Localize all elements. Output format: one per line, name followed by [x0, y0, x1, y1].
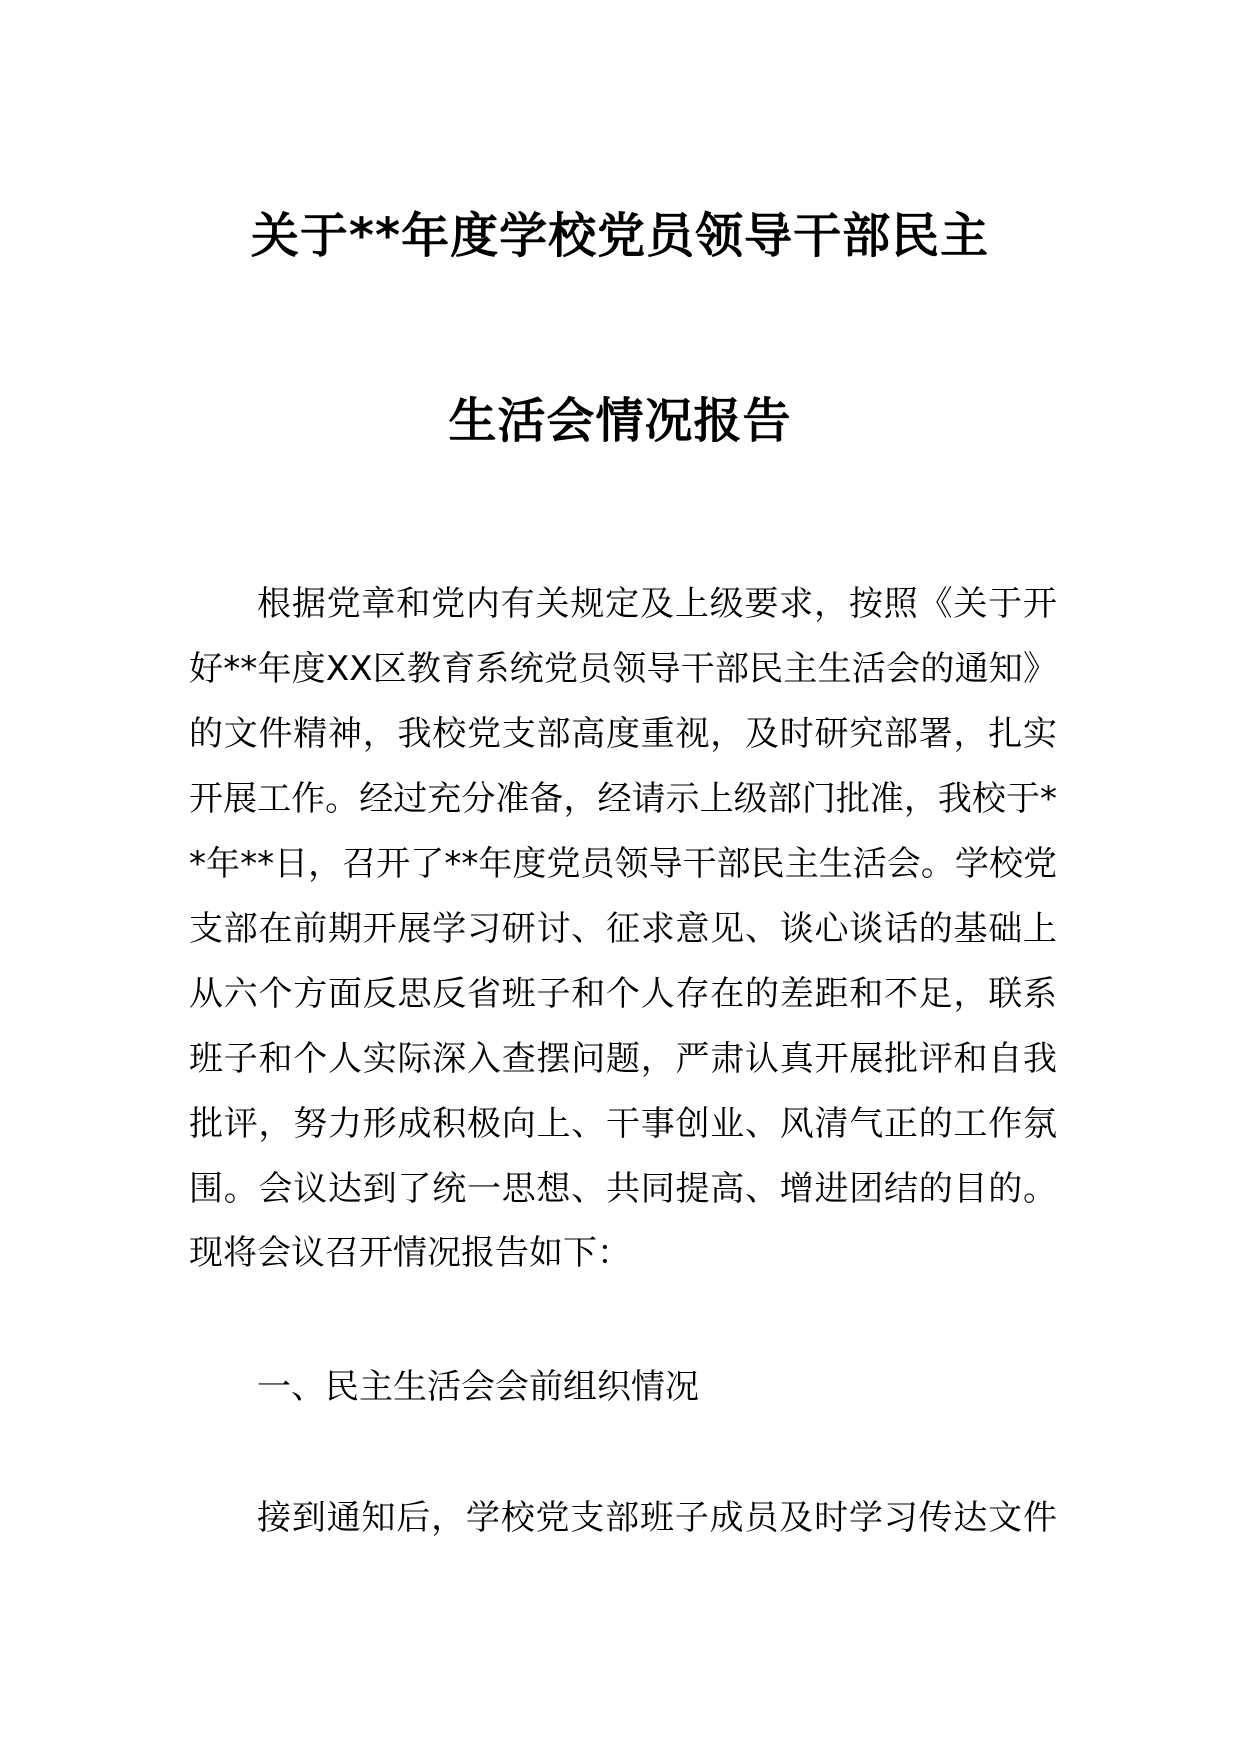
paragraph-line: *年**日，召开了**年度党员领导干部民主生活会。学校党 [189, 844, 1057, 884]
paragraph-line: 从六个方面反思反省班子和个人存在的差距和不足，联系 [189, 974, 1057, 1014]
paragraph-line: 接到通知后，学校党支部班子成员及时学习传达文件 [257, 1498, 1057, 1538]
paragraph-line: 好**年度XX区教育系统党员领导干部民主生活会的通知》 [189, 649, 1057, 689]
document-title-line-1: 关于**年度学校党员领导干部民主 [250, 208, 990, 264]
document-title-line-2: 生活会情况报告 [448, 393, 792, 449]
paragraph-line: 现将会议召开情况报告如下： [189, 1233, 631, 1273]
paragraph-line: 批评，努力形成积极向上、干事创业、风清气正的工作氛 [189, 1104, 1057, 1144]
paragraph-line: 根据党章和党内有关规定及上级要求，按照《关于开 [257, 584, 1057, 624]
paragraph-line: 的文件精神，我校党支部高度重视，及时研究部署，扎实 [189, 714, 1057, 754]
paragraph-line: 开展工作。经过充分准备，经请示上级部门批准，我校于* [189, 779, 1057, 819]
section-heading: 一、民主生活会会前组织情况 [257, 1367, 699, 1407]
paragraph-line: 班子和个人实际深入查摆问题，严肃认真开展批评和自我 [189, 1039, 1057, 1079]
paragraph-line: 围。会议达到了统一思想、共同提高、增进团结的目的。 [189, 1169, 1057, 1209]
paragraph-line: 支部在前期开展学习研讨、征求意见、谈心谈话的基础上 [189, 909, 1057, 949]
